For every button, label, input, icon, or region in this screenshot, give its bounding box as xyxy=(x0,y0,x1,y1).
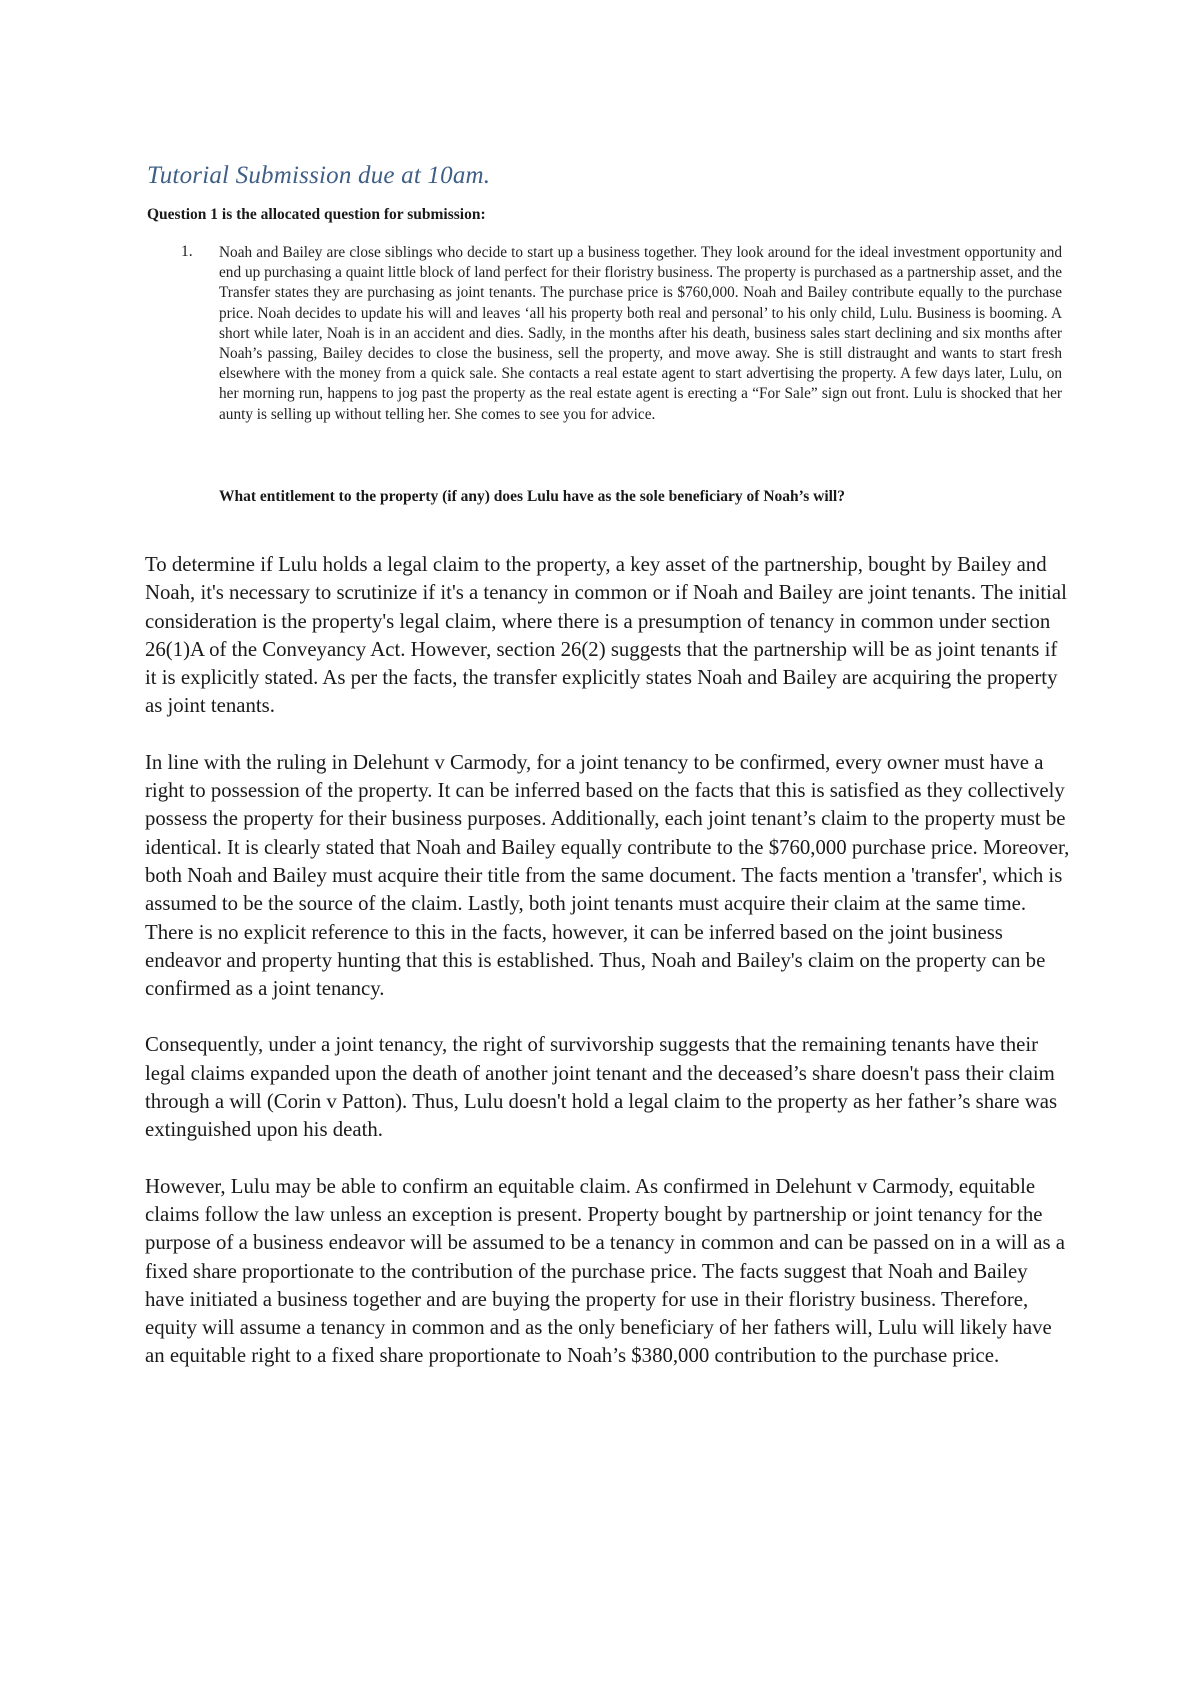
page-title: Tutorial Submission due at 10am. xyxy=(147,162,491,189)
question-prompt: What entitlement to the property (if any) does Lulu have as the sole beneficiary of Noah’s will? xyxy=(219,488,845,505)
question-text: Noah and Bailey are close siblings who decide to start up a business together. They look around for the ideal investment opportunity and end up purchasing a quaint little block of land perfect for their floristry business. The property is purchased as a partnership asset, and the Transfer states they are purchasing as joint tenants. The purchase price is $760,000. Noah and Bailey contribute equally to the purchase price. Noah decides to update his will and leaves ‘all his property both real and personal’ to his only child, Lulu. Business is booming. A short while later, Noah is in an accident and dies. Sadly, in the months after his death, business sales start declining and six months after Noah’s passing, Bailey decides to close the business, sell the property, and move away. She is still distraught and wants to start fresh elsewhere with the money from a quick sale. She contacts a real estate agent to start advertising the property. A few days later, Lulu, on her morning run, happens to jog past the property as the real estate agent is erecting a “For Sale” sign out front. Lulu is shocked that her aunty is selling up without telling her. She comes to see you for advice. xyxy=(219,244,1062,423)
answer-paragraph: To determine if Lulu holds a legal claim to the property, a key asset of the partnership, bought by Bailey and Noah, it's necessary to scrutinize if it's a tenancy in common or if Noah and Bailey are joint tenants. The initial consideration is the property's legal claim, where there is a presumption of tenancy in common under section 26(1)A of the Conveyancy Act. However, section 26(2) suggests that the partnership will be as joint tenants if it is explicitly stated. As per the facts, the transfer explicitly states Noah and Bailey are acquiring the property as joint tenants. xyxy=(145,553,1067,718)
answer-paragraph: In line with the ruling in Delehunt v Carmody, for a joint tenancy to be confirmed, every owner must have a right to possession of the property. It can be inferred based on the facts that this is satisfied as they collectively possess the property for their business purposes. Additionally, each joint tenant’s claim to the property must be identical. It is clearly stated that Noah and Bailey equally contribute to the $760,000 purchase price. Moreover, both Noah and Bailey must acquire their title from the same document. The facts mention a 'transfer', which is assumed to be the source of the claim. Lastly, both joint tenants must acquire their claim at the same time. There is no explicit reference to this in the facts, however, it can be inferred based on the joint business endeavor and property hunting that this is established. Thus, Noah and Bailey's claim on the property can be confirmed as a joint tenancy. xyxy=(145,750,1070,1001)
answer-paragraph: Consequently, under a joint tenancy, the right of survivorship suggests that the remaining tenants have their legal claims expanded upon the death of another joint tenant and the deceased’s share doesn't pass their claim through a will (Corin v Patton). Thus, Lulu doesn't hold a legal claim to the property as her father’s share was extinguished upon his death. xyxy=(145,1033,1058,1142)
answer-paragraph: However, Lulu may be able to confirm an equitable claim. As confirmed in Delehunt v Carmody, equitable claims follow the law unless an exception is present. Property bought by partnership or joint tenancy for the purpose of a business endeavor will be assumed to be a tenancy in common and can be passed on in a will as a fixed share proportionate to the contribution of the purchase price. The facts suggest that Noah and Bailey have initiated a business together and are buying the property for use in their floristry business. Therefore, equity will assume a tenancy in common and as the only beneficiary of her fathers will, Lulu will likely have an equitable right to a fixed share proportionate to Noah’s $380,000 contribution to the purchase price. xyxy=(145,1174,1066,1368)
answer-section xyxy=(145,551,1070,1399)
question-number: 1. xyxy=(181,243,193,260)
allocation-note: Question 1 is the allocated question for submission: xyxy=(147,206,486,223)
